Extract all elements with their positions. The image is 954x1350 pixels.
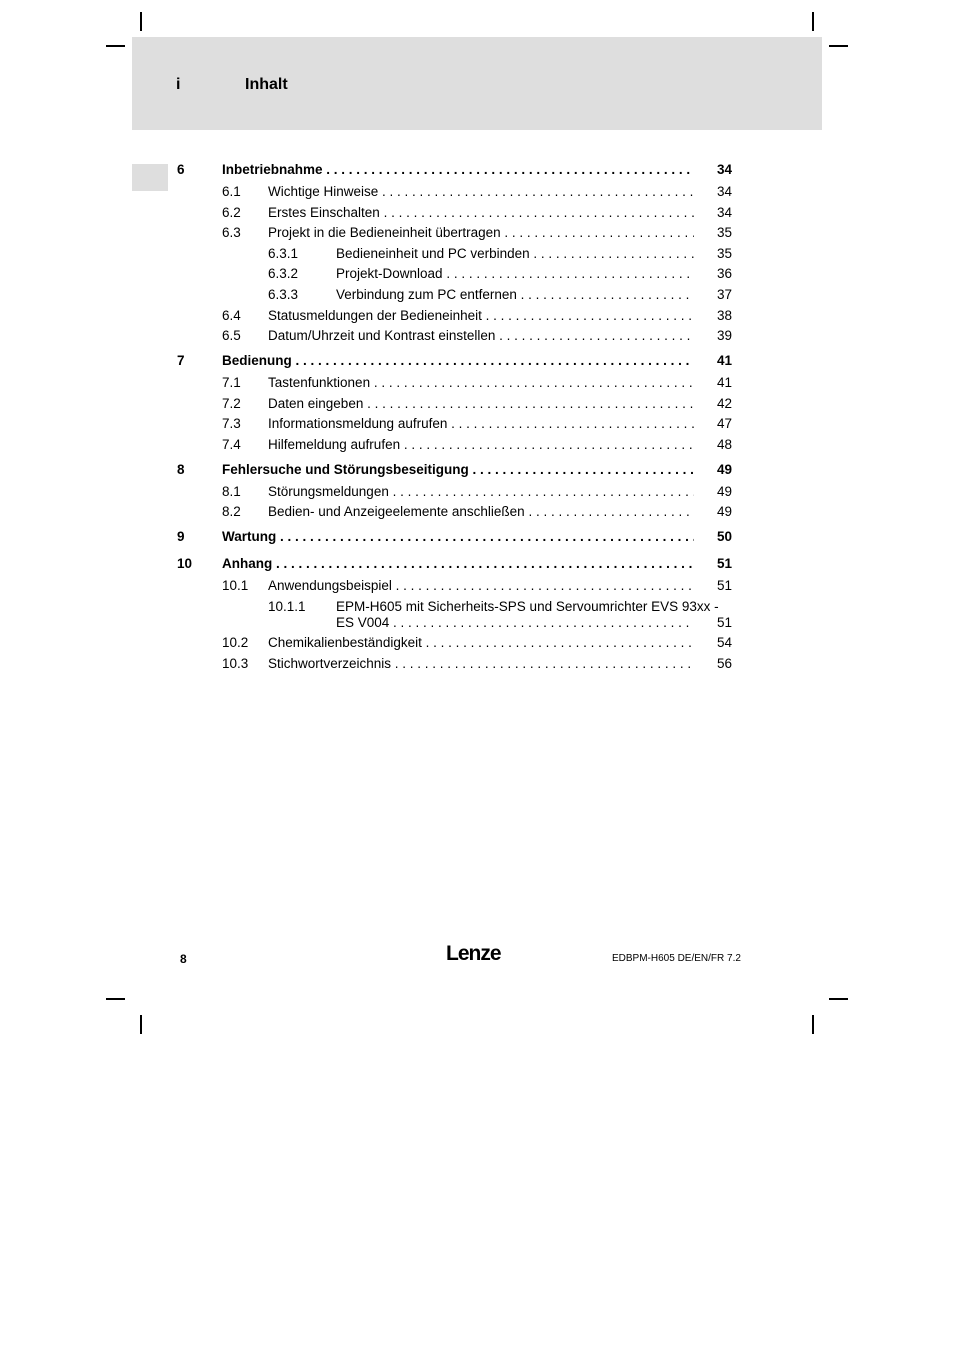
toc-entry[interactable] (0, 286, 954, 304)
toc-title-continued: ES V004 . . . (336, 614, 694, 632)
toc-title: Bedienung . . . (222, 352, 694, 370)
toc-page: 51 (716, 578, 732, 593)
toc-title: Anhang . . . (222, 555, 694, 573)
toc-number: 7 (177, 353, 185, 368)
toc-number: 7.3 (222, 416, 241, 431)
document-id: EDBPM-H605 DE/EN/FR 7.2 (612, 953, 741, 964)
toc-title: Daten eingeben . . . (268, 395, 694, 413)
toc-entry[interactable] (0, 555, 954, 573)
toc-entry[interactable] (0, 503, 954, 521)
toc-page: 56 (716, 656, 732, 671)
lenze-logo: Lenze (446, 942, 501, 965)
toc-title: Wichtige Hinweise . . . (268, 183, 694, 201)
toc-number: 8.2 (222, 504, 241, 519)
toc-page: 49 (716, 504, 732, 519)
toc-page: 36 (716, 266, 732, 281)
section-marker: i (176, 76, 181, 93)
toc-page: 39 (716, 328, 732, 343)
toc-page: 34 (716, 162, 732, 177)
toc-page: 34 (716, 205, 732, 220)
toc-entry[interactable] (0, 528, 954, 546)
toc-title: Hilfemeldung aufrufen . . . (268, 436, 694, 454)
toc-number: 8 (177, 462, 185, 477)
toc-title: Projekt in die Bedieneinheit übertragen . . . (268, 224, 694, 242)
page-number: 8 (180, 952, 187, 966)
toc-entry[interactable] (0, 265, 954, 283)
toc-entry[interactable] (0, 483, 954, 501)
toc-title: Statusmeldungen der Bedieneinheit . . . (268, 307, 694, 325)
toc-number: 10.1.1 (268, 599, 306, 614)
toc-title: Störungsmeldungen . . . (268, 483, 694, 501)
toc-page: 51 (716, 556, 732, 571)
toc-title: Bedieneinheit und PC verbinden . . . (336, 245, 694, 263)
crop-mark (829, 998, 848, 1000)
toc-page: 41 (716, 375, 732, 390)
toc-number: 10.3 (222, 656, 249, 671)
toc-title: Stichwortverzeichnis . . . (268, 655, 694, 673)
toc-page: 35 (716, 246, 732, 261)
crop-mark (812, 12, 814, 31)
toc-number: 6.5 (222, 328, 241, 343)
toc-page: 47 (716, 416, 732, 431)
toc-entry[interactable] (0, 327, 954, 345)
toc-page: 37 (716, 287, 732, 302)
toc-title: Anwendungsbeispiel . . . (268, 577, 694, 595)
toc-number: 7.1 (222, 375, 241, 390)
toc-title: Tastenfunktionen . . . (268, 374, 694, 392)
toc-entry[interactable] (0, 204, 954, 222)
toc-title: Datum/Uhrzeit und Kontrast einstellen . . . (268, 327, 694, 345)
toc-page: 48 (716, 437, 732, 452)
toc-page: 50 (716, 529, 732, 544)
toc-title: Inbetriebnahme . . . (222, 161, 694, 179)
toc-number: 6.1 (222, 184, 241, 199)
crop-mark (106, 998, 125, 1000)
toc-entry[interactable] (0, 224, 954, 242)
toc-entry[interactable] (0, 161, 954, 179)
toc-entry[interactable] (0, 352, 954, 370)
toc-number: 6.2 (222, 205, 241, 220)
toc-title: Fehlersuche und Störungsbeseitigung . . . (222, 461, 694, 479)
toc-page: 54 (716, 635, 732, 650)
toc-entry[interactable] (0, 415, 954, 433)
toc-entry[interactable] (0, 307, 954, 325)
toc-entry[interactable] (0, 374, 954, 392)
toc-number: 6.3.3 (268, 287, 299, 302)
toc-entry[interactable] (0, 634, 954, 652)
toc-entry[interactable] (0, 436, 954, 454)
toc-entry[interactable] (0, 245, 954, 263)
toc-title: Wartung . . . (222, 528, 694, 546)
toc-page: 34 (716, 184, 732, 199)
toc-number: 6.3.1 (268, 246, 299, 261)
toc-entry[interactable] (0, 655, 954, 673)
toc-entry[interactable] (0, 395, 954, 413)
toc-title: Projekt-Download . . . (336, 265, 694, 283)
crop-mark (812, 1015, 814, 1034)
toc-number: 10 (177, 556, 193, 571)
toc-number: 6.3.2 (268, 266, 299, 281)
toc-number: 10.1 (222, 578, 249, 593)
toc-page: 35 (716, 225, 732, 240)
toc-title: Informationsmeldung aufrufen . . . (268, 415, 694, 433)
toc-title: Verbindung zum PC entfernen . . . (336, 286, 694, 304)
crop-mark (140, 1015, 142, 1034)
toc-number: 6.3 (222, 225, 241, 240)
toc-title: EPM-H605 mit Sicherheits-SPS und Servoumrichter EVS 93xx - (336, 599, 719, 614)
toc-page: 51 (716, 615, 732, 630)
toc-page: 41 (716, 353, 732, 368)
toc-number: 7.2 (222, 396, 241, 411)
toc-number: 9 (177, 529, 185, 544)
page-title: Inhalt (245, 76, 288, 93)
crop-mark (140, 12, 142, 31)
header-band (132, 37, 822, 130)
toc-number: 6 (177, 162, 185, 177)
toc-number: 7.4 (222, 437, 241, 452)
toc-number: 6.4 (222, 308, 241, 323)
crop-mark (106, 45, 125, 47)
toc-number: 8.1 (222, 484, 241, 499)
toc-entry[interactable] (0, 577, 954, 595)
toc-number: 10.2 (222, 635, 249, 650)
toc-page: 49 (716, 462, 732, 477)
toc-page: 49 (716, 484, 732, 499)
toc-title: Erstes Einschalten . . . (268, 204, 694, 222)
crop-mark (829, 45, 848, 47)
toc-title: Bedien- und Anzeigeelemente anschließen . . . (268, 503, 694, 521)
toc-page: 42 (716, 396, 732, 411)
toc-entry[interactable] (0, 461, 954, 479)
toc-title: Chemikalienbeständigkeit . . . (268, 634, 694, 652)
toc-entry[interactable] (0, 598, 954, 634)
toc-page: 38 (716, 308, 732, 323)
toc-entry[interactable] (0, 183, 954, 201)
